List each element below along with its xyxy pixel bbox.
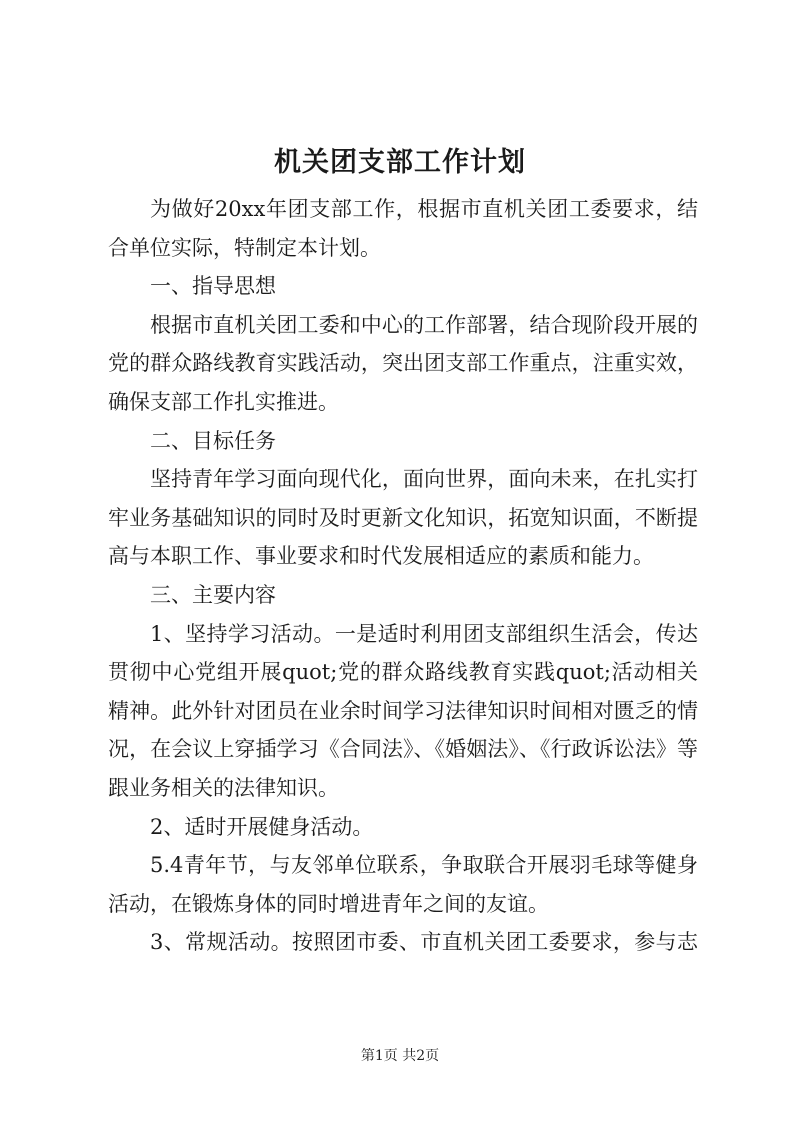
- body-line: 跟业务相关的法律知识。: [108, 775, 339, 800]
- body-line: 1、坚持学习活动。一是适时利用团支部组织生活会，传达: [150, 621, 698, 646]
- body-line: 况，在会议上穿插学习《合同法》、《婚姻法》、《行政诉讼法》等: [108, 737, 698, 762]
- document-title: 机关团支部工作计划: [274, 147, 526, 178]
- body-line: 高与本职工作、事业要求和时代发展相适应的素质和能力。: [108, 544, 654, 569]
- body-line: 二、目标任务: [150, 428, 276, 453]
- body-line: 三、主要内容: [150, 582, 276, 607]
- body-line: 为做好20xx年团支部工作，根据市直机关团工委要求，结: [150, 197, 698, 221]
- body-line: 确保支部工作扎实推进。: [108, 389, 339, 414]
- body-line: 3、常规活动。按照团市委、市直机关团工委要求，参与志: [150, 930, 698, 955]
- page-footer: 第1页 共2页: [360, 1048, 440, 1064]
- body-line: 坚持青年学习面向现代化，面向世界，面向未来，在扎实打: [150, 467, 698, 492]
- body-line: 根据市直机关团工委和中心的工作部署，结合现阶段开展的: [150, 312, 698, 337]
- body-line: 牢业务基础知识的同时及时更新文化知识，拓宽知识面，不断提: [108, 505, 698, 530]
- document-body: [108, 190, 698, 962]
- body-line: 合单位实际，特制定本计划。: [108, 235, 381, 260]
- body-line: 2、适时开展健身活动。: [150, 814, 374, 839]
- body-line: 5.4青年节，与友邻单位联系，争取联合开展羽毛球等健身: [150, 853, 698, 878]
- body-line: 一、指导思想: [150, 274, 276, 299]
- body-line: 贯彻中心党组开展quot;党的群众路线教育实践quot;活动相关: [108, 660, 698, 685]
- body-line: 精神。此外针对团员在业余时间学习法律知识时间相对匮乏的情: [108, 698, 698, 723]
- body-line: 党的群众路线教育实践活动，突出团支部工作重点，注重实效，: [108, 351, 698, 376]
- body-line: 活动，在锻炼身体的同时增进青年之间的友谊。: [108, 891, 549, 916]
